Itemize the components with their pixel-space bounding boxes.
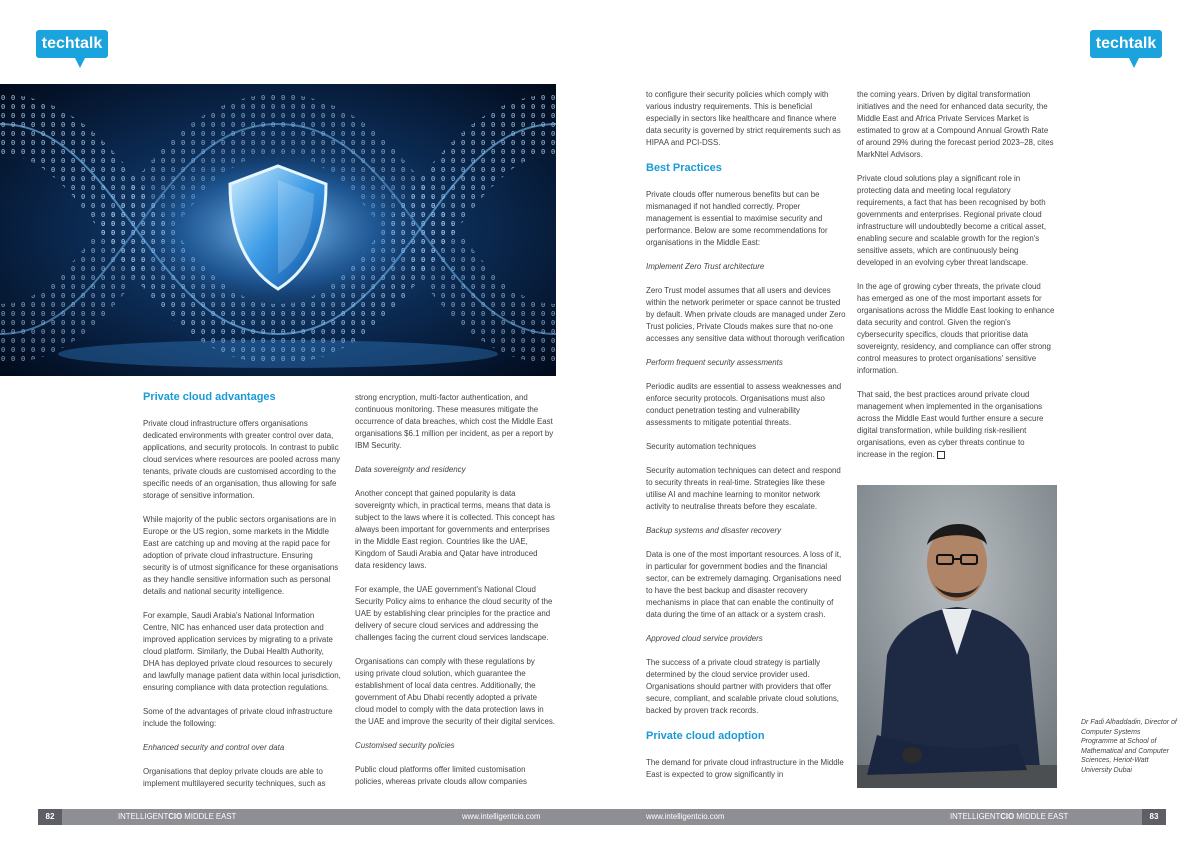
paragraph: Organisations can comply with these regulations by using private cloud solution, which guarantee the establishment of local data centres. Additionally, the government of Abu Dhabi recently adopted a private cloud model to comply with the data protection laws in the UAE and improve the security of their digital services. (355, 657, 555, 726)
subheading: Enhanced security and control over data (143, 743, 285, 752)
magazine-name-left: INTELLIGENTCIO MIDDLE EAST (118, 812, 237, 821)
subheading: Implement Zero Trust architecture (646, 262, 765, 271)
photo-caption: Dr Fadi Alhaddadin, Director of Computer Systems Programme at School of Mathematical and Computer Sciences, Heriot-Watt University Dubai (1081, 719, 1177, 774)
paragraph: The success of a private cloud strategy is partially determined by the cloud service provider used. Organisations should partner with providers that offer secure, compliant, and scalable private cloud solutions, backed by proven track records. (646, 658, 839, 715)
paragraph: strong encryption, multi-factor authentication, and continuous monitoring. These measures mitigate the occurrence of data breaches, which cost the Middle East organisations $6.1 million per incident, as per a report by IBM Security. (355, 393, 554, 450)
page-number-right: 83 (1142, 809, 1166, 825)
logo-right (1090, 30, 1162, 70)
portrait-photo (857, 485, 1057, 788)
paragraph: Periodic audits are essential to assess weaknesses and enforce security protocols. Organisations must also conduct penetration testing and vulnerability assessments to mitigate potential threats. (646, 382, 842, 427)
column-2 (355, 392, 555, 800)
paragraph: Zero Trust model assumes that all users and devices within the network perimeter or space cannot be trusted by default. When private clouds are managed under Zero Trust policies, Private Clouds makes sure that no-one accesses any sensitive data without thorough verification (646, 286, 846, 343)
column-4 (857, 89, 1055, 473)
logo-text: techtalk (36, 30, 108, 58)
subheading: Data sovereignty and residency (355, 465, 466, 474)
column-3 (646, 89, 846, 793)
paragraph: the coming years. Driven by digital transformation initiatives and the need for enhanced data security, the Middle East and Africa Private Services Market is estimated to grow at a Compound Annual Growth Rate of around 29% during the forecast period 2023–28, cites MarkNtel Advisors. (857, 90, 1054, 159)
paragraph: For example, Saudi Arabia's National Information Centre, NIC has enhanced user data protection and improved application services by migrating to a private cloud platform. Similarly, the Dubai Health Authority, DHA has deployed private cloud resources to securely and lawfully manage patient data within local jurisdiction, ensuring compliance with data protection regulations. (143, 611, 341, 692)
subheading: Perform frequent security assessments (646, 358, 783, 367)
subheading: Backup systems and disaster recovery (646, 526, 782, 535)
logo-text: techtalk (1090, 30, 1162, 58)
logo-left (36, 30, 108, 70)
column-1 (143, 390, 341, 802)
paragraph: Private cloud solutions play a significant role in protecting data and meeting local regulatory requirements, a fact that has been recognised by both governments and enterprises. Regional private cloud infrastructure will undoubtedly become a critical asset, enabling secure and scalable growth for the region's sensitive assets, which are continuously being developed in an evolving cyber threat landscape. (857, 174, 1047, 267)
footer-url-right[interactable]: www.intelligentcio.com (646, 812, 725, 821)
page-number-left: 82 (38, 809, 62, 825)
paragraph: Private clouds offer numerous benefits but can be mismanaged if not handled correctly. Proper management is essential to maximise security and performance. Below are some recommendations for organisations in the Middle East: (646, 190, 828, 247)
paragraph: Security automation techniques can detect and respond to security threats in real-time. Strategies like these utilise AI and machine learning to monitor network activity to neutralise threats before they escalate. (646, 466, 841, 511)
paragraph: For example, the UAE government's National Cloud Security Policy aims to enhance the cloud security of the UAE by establishing clear principles for the practice and delivery of secure cloud services and addressing the challenges facing the current cloud services landscape. (355, 585, 553, 642)
paragraph: Some of the advantages of private cloud infrastructure include the following: (143, 707, 333, 728)
subheading: Approved cloud service providers (646, 634, 763, 643)
paragraph: Private cloud infrastructure offers organisations dedicated environments with greater control over data, applications, and security protocols. In contrast to public cloud services where resources are pooled across many tenants, private clouds are customised according to the specific needs of an organisation, thus allowing for safe storage of sensitive information. (143, 419, 340, 500)
paragraph (857, 389, 1055, 461)
footer-url-left[interactable]: www.intelligentcio.com (462, 812, 541, 821)
paragraph: While majority of the public sectors organisations are in Europe or the US region, some markets in the Middle East are catching up and moving at the rapid pace for adoption of private cloud infrastructure. Ensuring security is of utmost significance for these organisations as they handle sensitive information such as personal details and national security intelligence. (143, 515, 339, 596)
subheading: Security automation techniques (646, 442, 757, 451)
end-mark-icon (937, 451, 945, 459)
section-heading: Private cloud adoption (646, 730, 765, 742)
paragraph: to configure their security policies which comply with various industry requirements. This is beneficial especially in sectors like healthcare and finance where data security is governed by strict requirements such as HIPAA and PCI-DSS. (646, 90, 841, 147)
shield-helix-illustration (0, 84, 556, 376)
hero-image (0, 84, 556, 376)
section-heading: Private cloud advantages (143, 391, 276, 403)
paragraph-text: That said, the best practices around private cloud management when implemented in the organisations across the Middle East would further ensure a secure digital transformation, while building risk-resilient organisations, even as cyber threats continue to increase in the region. (857, 390, 1044, 459)
paragraph: In the age of growing cyber threats, the private cloud has emerged as one of the most important assets for organisations across the Middle East looking to enhance data security and control. Given the region's cybersecurity specifics, clouds that prioritise data sovereignty, residency, and compliance can offer strong control measures to protect organisations' sensitive information. (857, 282, 1055, 375)
section-heading: Best Practices (646, 162, 722, 174)
paragraph: Data is one of the most important resources. A loss of it, in particular for government bodies and the financial sector, can be extremely damaging. Organisations need to have the best backup and disaster recovery mechanisms in place that can enable the continuity of data during the time of an attack or a system crash. (646, 550, 842, 619)
paragraph: The demand for private cloud infrastructure in the Middle East is expected to grow significantly in (646, 758, 844, 779)
magazine-name-right: INTELLIGENTCIO MIDDLE EAST (950, 812, 1069, 821)
footer-bar (38, 809, 1166, 825)
paragraph: Another concept that gained popularity is data sovereignty which, in practical terms, means that data is subject to the laws where it is collected. This concept has always been important for governments and enterprises in the Middle East region. Countries like the UAE, Kingdom of Saudi Arabia and Qatar have introduced data residency laws. (355, 489, 555, 570)
subheading: Customised security policies (355, 741, 455, 750)
paragraph: Public cloud platforms offer limited customisation policies, whereas private clouds allow companies (355, 765, 527, 786)
paragraph: Organisations that deploy private clouds are able to implement multilayered security techniques, such as (143, 767, 326, 788)
